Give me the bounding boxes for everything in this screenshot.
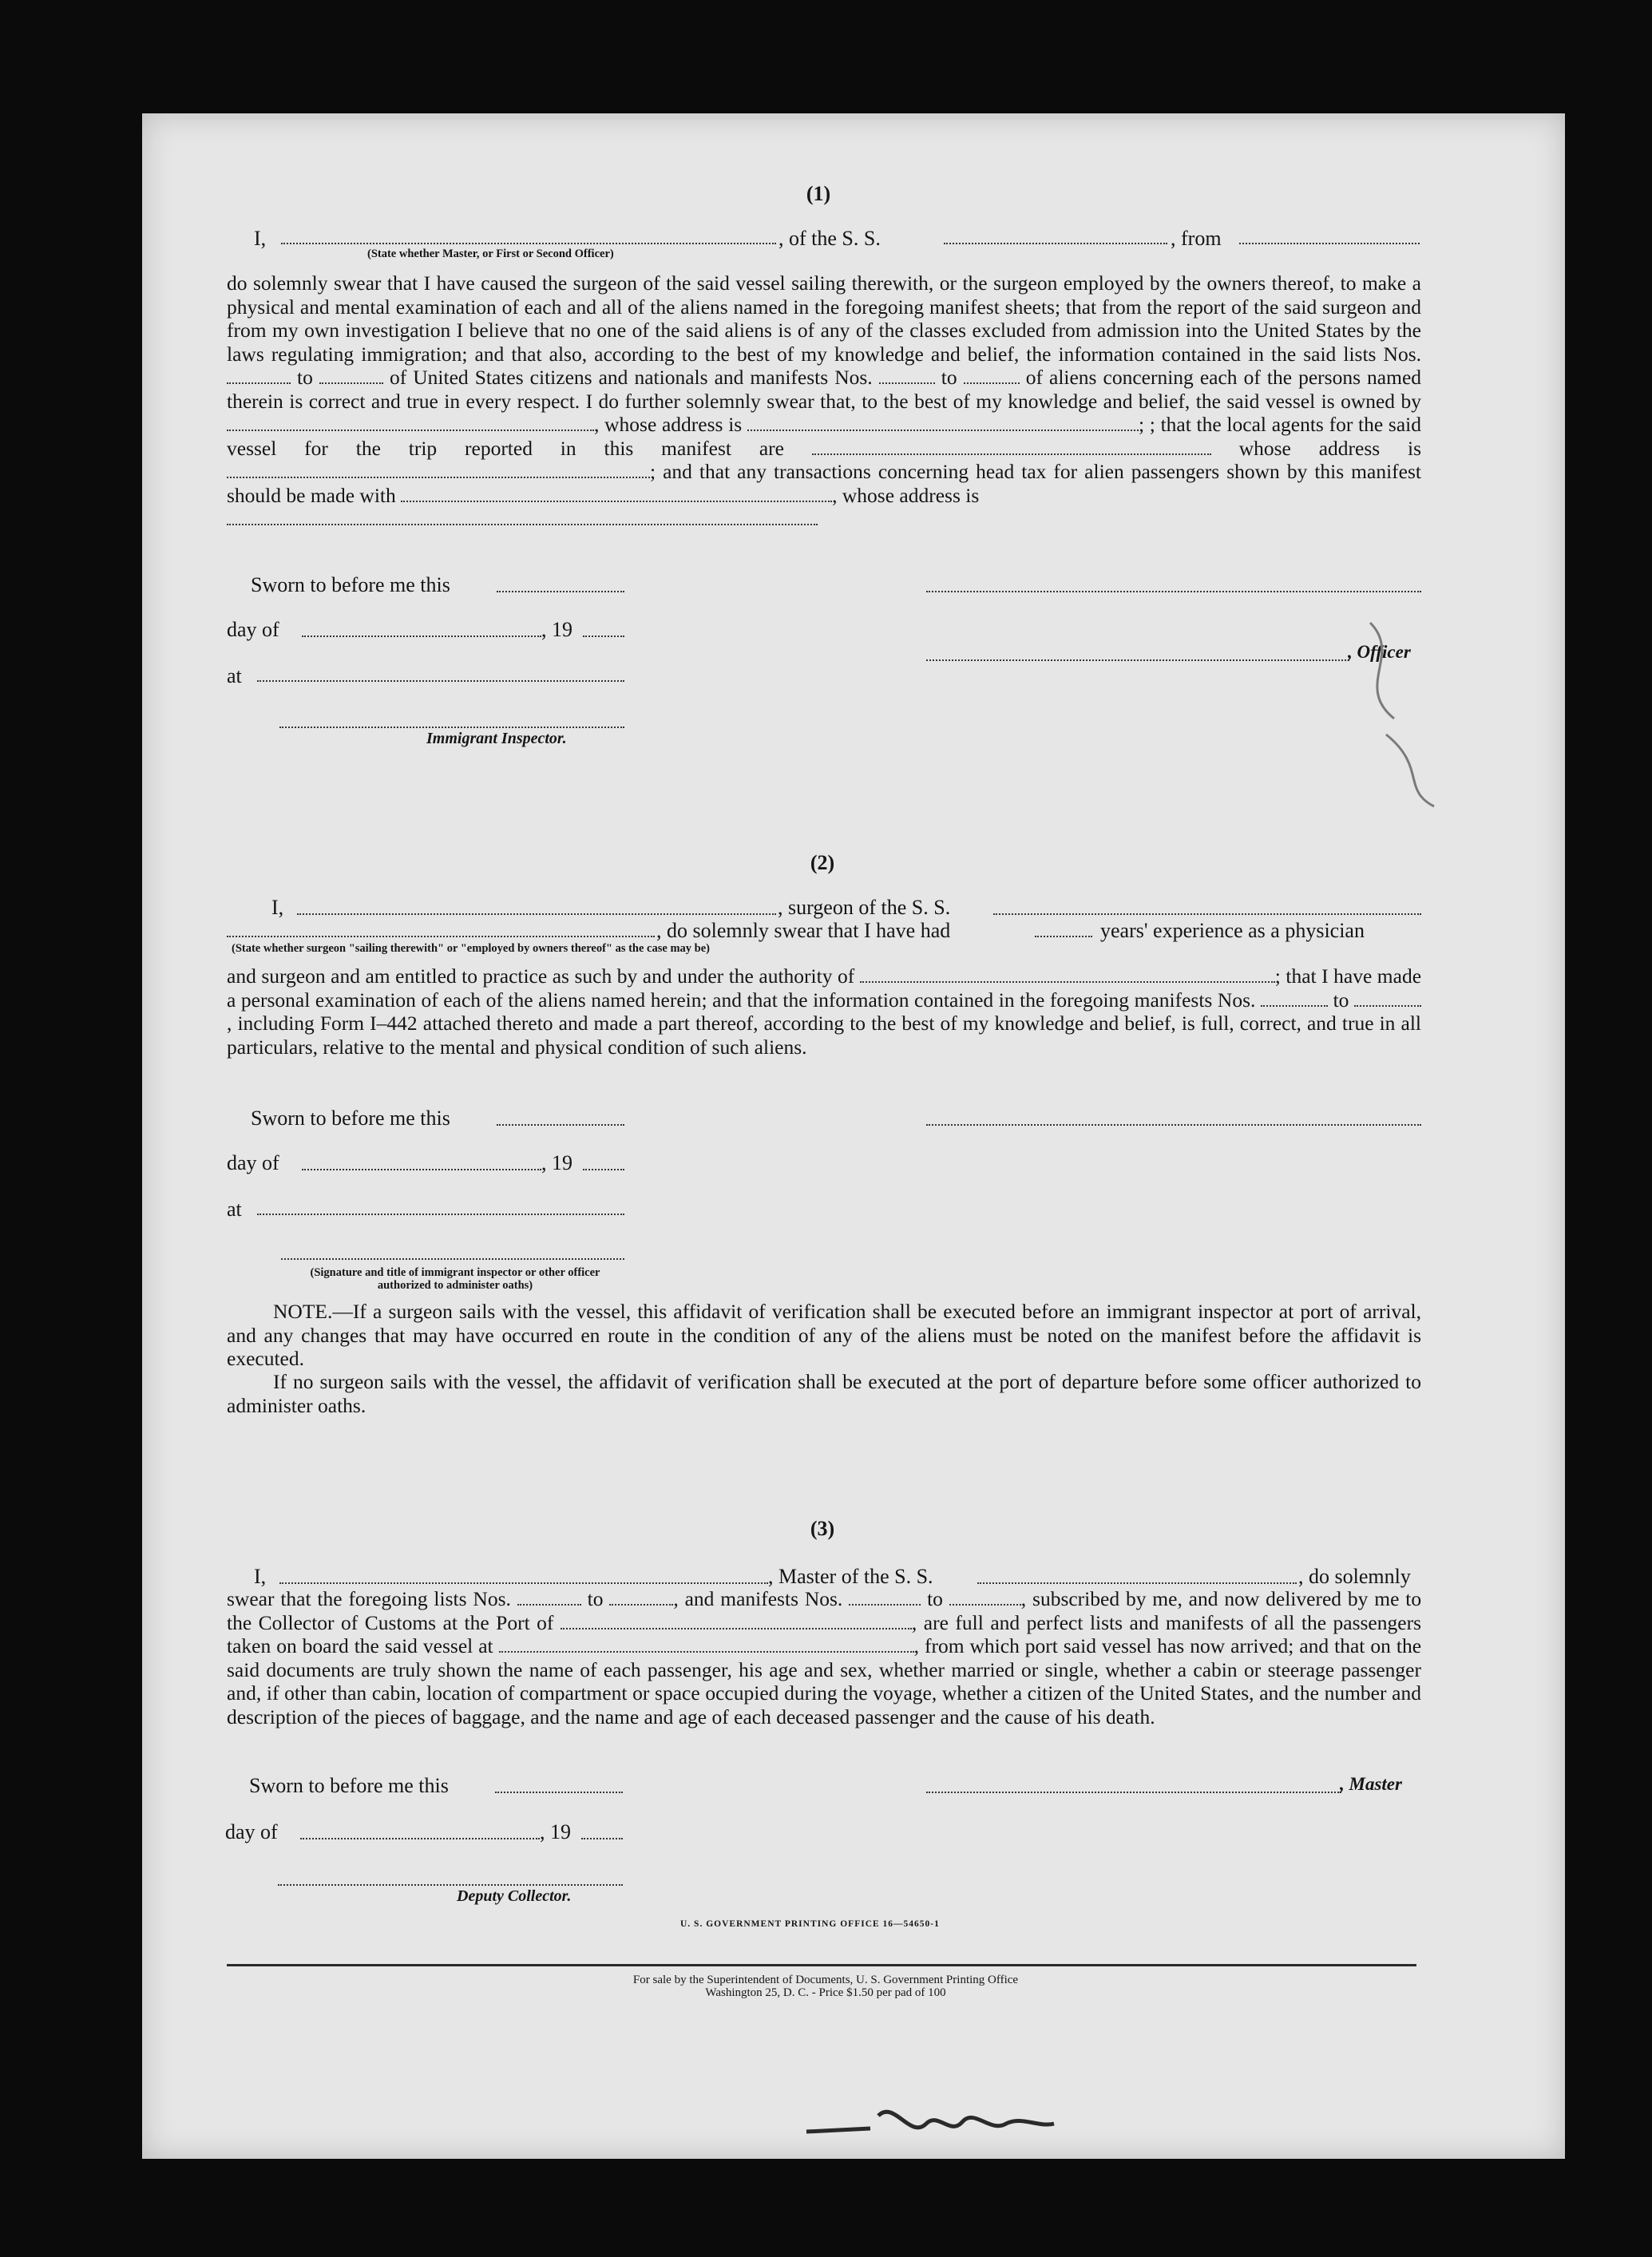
s3-to: to — [587, 1587, 604, 1610]
s1-lists-from[interactable] — [227, 382, 291, 384]
s2-paragraph — [227, 964, 1421, 1059]
s3-master-line[interactable] — [926, 1792, 1341, 1793]
s3-collector: Deputy Collector. — [457, 1887, 572, 1905]
s3-text: , are full and perfect lists and manifests of all the passengers taken on board the said vessel at — [227, 1610, 1421, 1657]
s2-sworn: Sworn to before me this — [251, 1107, 450, 1130]
s3-master: , Master of the S. S. — [768, 1565, 933, 1588]
s1-manifest-to[interactable] — [964, 382, 1020, 384]
section-1-number: (1) — [806, 182, 831, 205]
s2-note-2: If no surgeon sails with the vessel, the affidavit of verification shall be executed at the port of departure before some officer authorized to administer oaths. — [227, 1370, 1421, 1417]
s2-text: and surgeon and am entitled to practice as such by and under the authority of — [227, 964, 855, 988]
footer-line-1: For sale by the Superintendent of Documents, U. S. Government Printing Office — [632, 1974, 1019, 1986]
s1-text: whose address is — [1238, 436, 1422, 460]
s1-owner-address-line[interactable] — [747, 430, 1139, 431]
s2-manifest-to[interactable] — [1354, 1005, 1421, 1007]
s3-swear: , do solemnly — [1298, 1565, 1411, 1588]
s3-text: , subscribed by me, and now delivered by me to the Collector of Customs at the Port of — [227, 1587, 1422, 1634]
s3-year-line[interactable] — [581, 1838, 623, 1839]
s1-from-line[interactable] — [1239, 243, 1420, 244]
s2-note-1: NOTE.—If a surgeon sails with the vessel, this affidavit of verification shall be executed before an immigrant inspector at port of arrival, and any changes that may have occurred en route in the condition of any of the aliens must be noted on the manifest before the affidavit is executed. — [227, 1300, 1421, 1370]
s3-name-line[interactable] — [279, 1582, 768, 1584]
s1-from: , from — [1171, 227, 1222, 250]
s1-to: to — [297, 366, 313, 389]
s3-text: , from which port said vessel has now arrived; and that on the said documents are truly shown the name of each passenger, his age and sex, whether married or single, whether a cabin or steerage passenger and, if other than cabin, location of compartment or space occupied during the voyage, whether a citizen of the United States, and the number and description of the pieces of baggage, and the name and age of each deceased passenger and the cause of his death. — [227, 1634, 1422, 1728]
s1-note: (State whether Master, or First or Second Officer) — [367, 247, 614, 260]
s3-lists-to[interactable] — [609, 1604, 673, 1606]
s1-head-tax-address-line[interactable] — [227, 524, 818, 525]
s1-officer: , Officer — [1348, 642, 1411, 662]
s3-manifest-to[interactable] — [949, 1604, 1021, 1606]
s2-at-line[interactable] — [257, 1214, 624, 1215]
s1-lists-to[interactable] — [319, 382, 383, 384]
s2-years-line[interactable] — [1035, 936, 1092, 937]
s3-text: swear that the foregoing lists Nos. — [227, 1587, 511, 1610]
s1-head-tax-line[interactable] — [401, 501, 832, 502]
s1-text: do solemnly swear that I have caused the surgeon of the said vessel sailing therewith, or the surgeon employed by the owners thereof, to make a physical and mental examination of each and all of the aliens named in the foregoing manifest sheets; that from the report of the said surgeon and from my own investigation I believe that no one of the said aliens is of any of the classes excluded from admission into the United States by the laws regulating immigration; and that also, according to the best of my knowledge and belief, the information contained in the said lists Nos. — [227, 271, 1421, 366]
s3-lists-from[interactable] — [517, 1604, 581, 1606]
s3-manifest-from[interactable] — [849, 1604, 921, 1606]
section-3-number: (3) — [810, 1517, 835, 1540]
s2-text: ; that I have made a personal examination of each of the aliens named herein; and that the information contained in the foregoing manifests Nos. — [227, 964, 1422, 1012]
s1-sworn-line[interactable] — [497, 591, 624, 592]
s2-text: , including Form I–442 attached thereto and made a part thereof, according to the best of my knowledge and belief, is full, correct, and true in all particulars, relative to the mental and physical condition of such aliens. — [227, 1012, 1421, 1059]
s3-sworn: Sworn to before me this — [249, 1774, 449, 1797]
s3-day: day of — [225, 1820, 278, 1843]
s1-officer-line-1[interactable] — [926, 591, 1421, 592]
s3-year: , 19 — [540, 1820, 571, 1843]
gpo-imprint: U. S. GOVERNMENT PRINTING OFFICE 16—54650-1 — [680, 1919, 940, 1929]
s1-manifest-from[interactable] — [879, 382, 935, 384]
s2-year-line[interactable] — [583, 1169, 624, 1170]
section-2-number: (2) — [810, 851, 835, 874]
s2-authority-line[interactable] — [860, 981, 1275, 983]
s1-day: day of — [227, 618, 279, 641]
s2-manifest-from[interactable] — [1261, 1005, 1328, 1007]
s1-inspector: Immigrant Inspector. — [426, 730, 567, 747]
s1-to: to — [941, 366, 957, 389]
footer-sale — [466, 1974, 1185, 1999]
s1-day-line[interactable] — [302, 636, 541, 637]
s1-text: of aliens concerning each of the persons named therein is correct and true in every respect. I do further solemnly swear that, to the best of my knowledge and belief, the said vessel is owned by — [227, 366, 1422, 413]
s1-text: of United States citizens and nationals and manifests Nos. — [389, 366, 873, 389]
s3-departure-line[interactable] — [499, 1651, 914, 1653]
s1-text: , whose address is — [832, 483, 980, 507]
s1-text: ; that the local agents for the said vessel for the trip reported in this manifest are — [227, 413, 1422, 460]
s2-years: years' experience as a physician — [1100, 919, 1365, 942]
s3-port-line[interactable] — [561, 1628, 912, 1629]
footer-rule — [227, 1964, 1416, 1966]
s1-agents-address-line[interactable] — [227, 477, 650, 478]
s3-master-label: , Master — [1340, 1774, 1402, 1794]
s1-paragraph: do solemnly swear that I have caused the surgeon of the said vessel sailing therewith, or the surgeon employed by the owners thereof, to make a physical and mental examination of each and all of the aliens named in the foregoing manifest sheets; that from the report of the said surgeon and from my own investigation I believe that no one of the said aliens is of any of the classes excluded from admission into the United States by the laws regulating immigration; and that also, according to the best of my knowledge and belief, the information contained in the said lists Nos. to of United States citizens and nationals and manifests Nos. to of aliens concerning each of the persons named therein is correct and true in every respect. I do further solemnly swear that, to the best of my knowledge and belief, the said vessel is owned by , whose address is ; ; that the local agents for the said vessel for the trip reported in this manifest are whose address is ; and that any transactions concerning head tax for alien passengers shown by this manifest should be made with , whose address is — [227, 271, 1421, 531]
s2-sworn-line[interactable] — [497, 1124, 624, 1126]
s3-collector-line[interactable] — [278, 1884, 623, 1886]
s1-sworn: Sworn to before me this — [251, 573, 450, 596]
handwritten-mark — [1338, 607, 1482, 814]
s1-vessel-line[interactable] — [944, 243, 1167, 244]
s2-swear: , do solemnly swear that I have had — [656, 919, 951, 942]
s2-sig-note: (Signature and title of immigrant inspector or other officer authorized to administer oaths) — [310, 1266, 600, 1292]
s2-day-line[interactable] — [302, 1169, 541, 1170]
s3-paragraph — [227, 1587, 1421, 1728]
s2-to: to — [1333, 988, 1349, 1012]
s1-text: ; and that any transactions concerning head tax for alien passengers shown by this manifest should be made with — [227, 460, 1421, 507]
s1-inspector-line[interactable] — [279, 727, 624, 728]
s1-text: , whose address is — [594, 413, 743, 436]
s1-at: at — [227, 664, 242, 687]
s2-day: day of — [227, 1151, 279, 1174]
s1-owner-line[interactable] — [227, 430, 594, 431]
s2-year: , 19 — [541, 1151, 572, 1174]
s1-of-ss: , of the S. S. — [778, 227, 881, 250]
s3-text: , and manifests Nos. — [673, 1587, 843, 1610]
s2-name-line[interactable] — [297, 913, 776, 915]
s2-i: I, — [271, 896, 284, 919]
s2-surgeon-type-line[interactable] — [227, 936, 655, 937]
s3-to: to — [927, 1587, 943, 1610]
s1-year: , 19 — [541, 618, 572, 641]
s2-signature-line[interactable] — [281, 1258, 624, 1260]
s3-i: I, — [254, 1565, 267, 1588]
s1-agents-line[interactable] — [812, 453, 1211, 455]
s1-i: I, — [254, 227, 267, 250]
handwritten-signature — [798, 2092, 1062, 2156]
s1-year-line[interactable] — [583, 636, 624, 637]
s2-at: at — [227, 1198, 242, 1221]
s1-officer-line-2[interactable] — [926, 659, 1349, 661]
s2-vessel-line[interactable] — [993, 913, 1421, 915]
s2-surgeon-sign-line[interactable] — [926, 1124, 1421, 1126]
s3-vessel-line[interactable] — [977, 1582, 1297, 1584]
s2-surgeon: , surgeon of the S. S. — [778, 896, 951, 919]
s2-note: (State whether surgeon "sailing therewith" or "employed by owners thereof" as the case may be) — [232, 942, 710, 955]
s3-sworn-line[interactable] — [495, 1792, 623, 1793]
footer-line-2: Washington 25, D. C. - Price $1.50 per pad of 100 — [705, 1986, 946, 1999]
s3-day-line[interactable] — [300, 1838, 540, 1839]
s1-at-line[interactable] — [257, 680, 624, 682]
s1-name-line[interactable] — [281, 243, 776, 244]
